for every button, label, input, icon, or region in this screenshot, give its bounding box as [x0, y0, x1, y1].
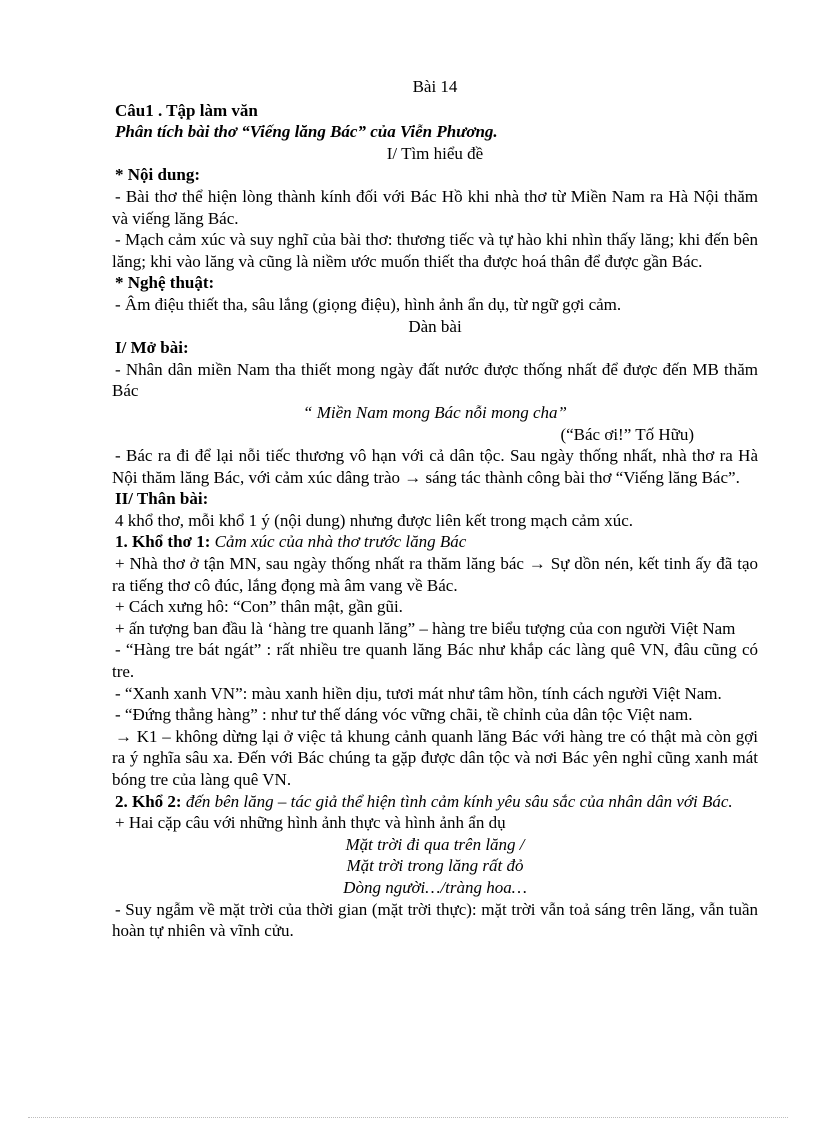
page-bottom-divider	[28, 1117, 788, 1118]
stanza-point: - Suy ngẫm về mặt trời của thời gian (mặt trời thực): mặt trời vẫn toả sáng trên lăng, vẫn tuần hoàn tự nhiên và vĩnh cửu.	[112, 899, 758, 941]
poem-line: Mặt trời đi qua trên lăng /	[345, 834, 525, 854]
stanza-heading	[112, 531, 758, 553]
stanza-heading	[112, 791, 758, 813]
stanza-point: + Nhà thơ ở tận MN, sau ngày thống nhất ra thăm lăng bác → Sự dồn nén, kết tinh ấy đã tạo ra tiếng thơ cô đúc, lắng đọng mà âm vang về Bác.	[112, 554, 758, 595]
stanza-point: + ấn tượng ban đầu là ‘hàng tre quanh lăng” – hàng tre biểu tượng của con người Việt Nam	[115, 618, 736, 638]
stanza-title: Cảm xúc của nhà thơ trước lăng Bác	[210, 532, 467, 552]
intro-heading: I/ Mở bài:	[115, 338, 189, 358]
quote-line: “ Miền Nam mong Bác nỗi mong cha”	[303, 402, 567, 422]
outline-heading: Dàn bài	[408, 316, 462, 336]
content-item: - Bài thơ thể hiện lòng thành kính đối với Bác Hồ khi nhà thơ từ Miền Nam ra Hà Nội thăm và viếng lăng Bác.	[112, 186, 758, 228]
intro-paragraph: - Bác ra đi để lại nỗi tiếc thương vô hạn với cả dân tộc. Sau ngày thống nhất, nhà thơ ra Hà Nội thăm lăng Bác, với cảm xúc dâng trào → sáng tác thành công bài thơ “Viếng lăng Bác”.	[112, 446, 758, 487]
content-item: - Mạch cảm xúc và suy nghĩ của bài thơ: thương tiếc và tự hào khi nhìn thấy lăng; khi đến bên lăng; khi vào lăng và cũng là niềm ước muốn thiết tha được hoá thân để được gần Bác.	[112, 230, 758, 271]
quote-source: (“Bác ơi!” Tố Hữu)	[560, 424, 694, 444]
section-heading: I/ Tìm hiểu đề	[386, 143, 484, 163]
intro-paragraph: - Nhân dân miền Nam tha thiết mong ngày đất nước được thống nhất để được đến MB thăm Bác	[112, 359, 758, 401]
content-heading: * Nội dung:	[115, 165, 201, 185]
stanza-title: đến bên lăng – tác giả thể hiện tình cảm kính yêu sâu sắc của nhân dân với Bác.	[181, 791, 733, 811]
art-heading: * Nghệ thuật:	[115, 273, 215, 293]
body-heading: II/ Thân bài:	[115, 489, 209, 509]
question-label: Câu1 . Tập làm văn	[115, 100, 258, 120]
body-overview: 4 khổ thơ, mỗi khổ 1 ý (nội dung) nhưng được liên kết trong mạch cảm xúc.	[115, 510, 633, 530]
stanza-label: 2. Khổ 2:	[115, 791, 182, 811]
stanza-point: + Hai cặp câu với những hình ảnh thực và hình ảnh ẩn dụ	[115, 813, 506, 833]
question-prompt: Phân tích bài thơ “Viếng lăng Bác” của Viễn Phương.	[115, 122, 498, 142]
lesson-title: Bài 14	[412, 77, 458, 96]
art-item: - Âm điệu thiết tha, sâu lắng (giọng điệu), hình ảnh ẩn dụ, từ ngữ gợi cảm.	[115, 294, 622, 314]
poem-line: Mặt trời trong lăng rất đỏ	[346, 856, 524, 876]
stanza-label: 1. Khổ thơ 1:	[115, 532, 211, 552]
stanza-point: - “Xanh xanh VN”: màu xanh hiền dịu, tươi mát như tâm hồn, tính cách người Việt Nam.	[115, 683, 722, 703]
stanza-point: - “Hàng tre bát ngát” : rất nhiều tre quanh lăng Bác như khắp các làng quê VN, đâu cũng có tre.	[112, 640, 758, 682]
stanza-conclusion: → K1 – không dừng lại ở việc tả khung cảnh quanh lăng Bác với hàng tre có thật mà còn gợi ra ý nghĩa sâu xa. Đến với Bác chúng ta gặp được dân tộc và nơi Bác yên nghỉ cũng xanh mát bóng tre của làng quê VN.	[112, 726, 758, 789]
stanza-point: + Cách xưng hô: “Con” thân mật, gần gũi.	[115, 597, 403, 617]
poem-line: Dòng người…/tràng hoa…	[343, 877, 527, 897]
stanza-point: - “Đứng thẳng hàng” : như tư thế dáng vóc vững chãi, tề chỉnh của dân tộc Việt nam.	[115, 705, 693, 725]
document-page	[112, 76, 758, 942]
